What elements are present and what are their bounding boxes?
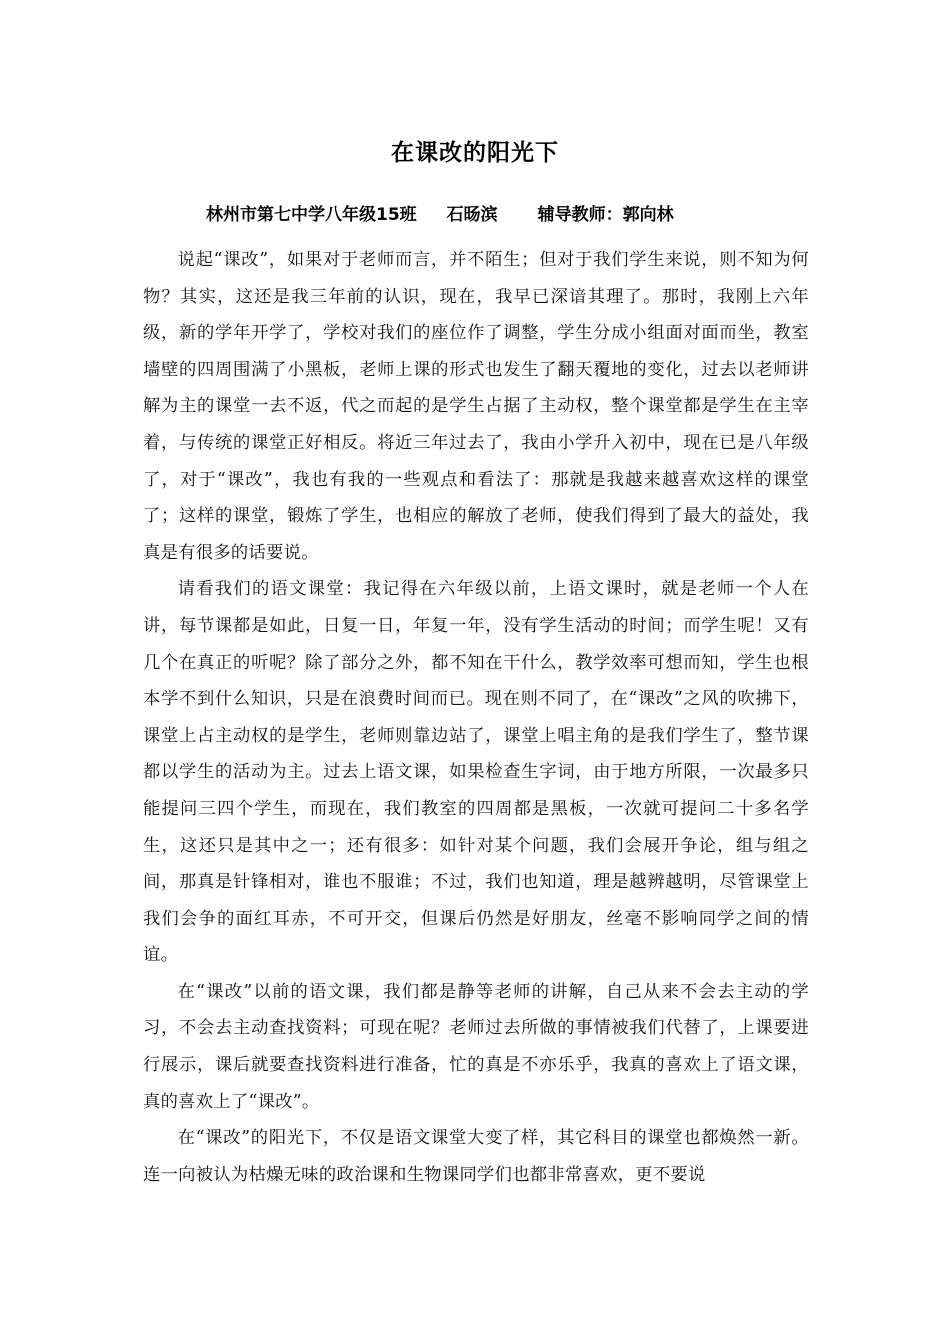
article-body xyxy=(143,242,809,1193)
paragraph: 请看我们的语文课堂：我记得在六年级以前，上语文课时，就是老师一个人在讲，每节课都是如此，日复一日，年复一年，没有学生活动的时间；而学生呢！又有几个在真正的听呢？除了部分之外，都不知在干什么，教学效率可想而知，学生也根本学不到什么知识，只是在浪费时间而已。现在则不同了，在“课改”之风的吹拂下，课堂上占主动权的是学生，老师则靠边站了，课堂上唱主角的是我们学生了，整节课都以学生的活动为主。过去上语文课，如果检查生字词，由于地方所限，一次最多只能提问三四个学生，而现在，我们教室的四周都是黑板，一次就可提问二十多名学生，这还只是其中之一；还有很多：如针对某个问题，我们会展开争论，组与组之间，那真是针锋相对，谁也不服谁；不过，我们也知道，理是越辨越明，尽管课堂上我们会争的面红耳赤，不可开交，但课后仍然是好朋友，丝毫不影响同学之间的情谊。 xyxy=(143,579,809,966)
document-title: 在课改的阳光下 xyxy=(391,140,559,166)
byline-advisor: 辅导教师：郭向林 xyxy=(537,205,674,225)
byline-author: 石旸滨 xyxy=(446,205,498,225)
paragraph: 在“课改”的阳光下，不仅是语文课堂大变了样，其它科目的课堂也都焕然一新。连一向被认为枯燥无味的政治课和生物课同学们也都非常喜欢，更不要说 xyxy=(143,1128,809,1185)
byline-school-class: 林州市第七中学八年级15班 xyxy=(206,205,417,225)
paragraph: 在“课改”以前的语文课，我们都是静等老师的讲解，自己从来不会去主动的学习，不会去主动查找资料；可现在呢？老师过去所做的事情被我们代替了，上课要进行展示，课后就要查找资料进行准备，忙的真是不亦乐乎，我真的喜欢上了语文课，真的喜欢上了“课改”。 xyxy=(143,981,809,1112)
byline xyxy=(206,200,766,225)
paragraph: 说起“课改”，如果对于老师而言，并不陌生；但对于我们学生来说，则不知为何物？其实，这还是我三年前的认识，现在，我早已深谙其理了。那时，我刚上六年级，新的学年开学了，学校对我们的座位作了调整，学生分成小组面对面而坐，教室墙壁的四周围满了小黑板，老师上课的形式也发生了翻天覆地的变化，过去以老师讲解为主的课堂一去不返，代之而起的是学生占据了主动权，整个课堂都是学生在主宰着，与传统的课堂正好相反。将近三年过去了，我由小学升入初中，现在已是八年级了，对于“课改”，我也有我的一些观点和看法了：那就是我越来越喜欢这样的课堂了；这样的课堂，锻炼了学生，也相应的解放了老师，使我们得到了最大的益处，我真是有很多的话要说。 xyxy=(143,250,809,563)
